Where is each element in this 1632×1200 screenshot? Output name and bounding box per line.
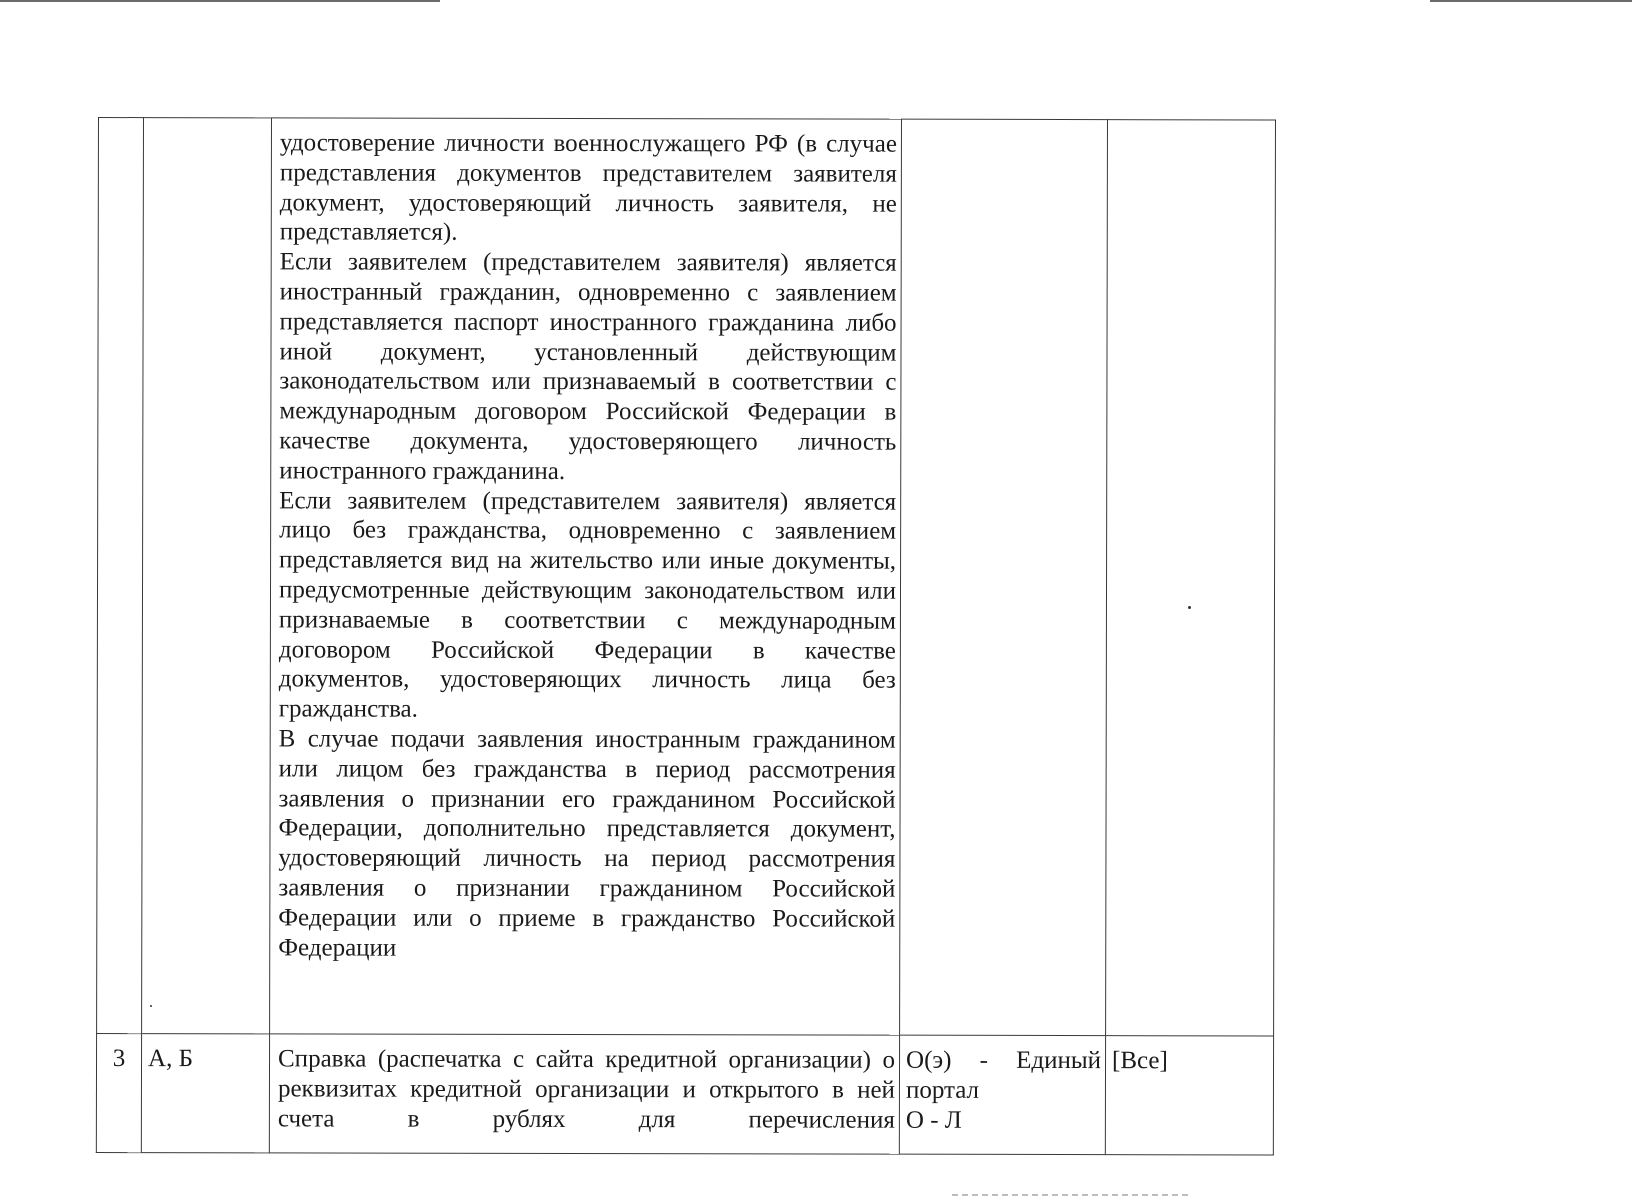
description-paragraph: Справка (распечатка с сайта кредитной организации) о реквизитах кредитной организации и открытого в ней счета в рублях для перечисления xyxy=(277,1045,896,1134)
submission-method-line: портал xyxy=(905,1076,980,1104)
description-paragraph: Если заявителем (представителем заявителя) является иностранный гражданин, одновременно с заявлением представляется паспорт иностранного гражданина либо иной документ, установленный действующим законодательством или признаваемый в соответствии с международным договором Российской Федерации в качестве документа, удостоверяющего личность иностранного гражданина. xyxy=(279,248,897,485)
submission-method-line: О - Л xyxy=(905,1106,962,1134)
description-paragraph: Если заявителем (представителем заявителя) является лицо без гражданства, одновременно с заявлением представляется вид на жительство или иные документы, предусмотренные действующим законодательством или признаваемые в соответствии с международным договором Российской Федерации в качестве документов, удостоверяющих личность лица без гражданства. xyxy=(278,486,897,723)
document-description-cell xyxy=(269,1034,899,1154)
scan-smudge xyxy=(952,1194,1192,1196)
applicant-category-cell xyxy=(142,118,272,1034)
submission-method-line: О(э) - Единый xyxy=(905,1046,1102,1075)
category-cell: [Все] xyxy=(1105,1036,1273,1155)
row-number-cell xyxy=(97,118,144,1034)
description-paragraph: В случае подачи заявления иностранным гражданином или лицом без гражданства в период рассмотрения заявления о признании его гражданином Российской Федерации, дополнительно представляется документ, удостоверяющий личность на период рассмотрения заявления о признании гражданином Российской Федерации или о приеме в гражданство Российской Федерации xyxy=(278,725,896,962)
description-paragraph: удостоверение личности военнослужащего РФ (в случае представления документов представителем заявителя документ, удостоверяющий личность заявителя, не представляется). xyxy=(279,129,897,247)
scan-edge-line xyxy=(1430,0,1632,2)
category-cell xyxy=(1106,120,1276,1036)
document-description-cell xyxy=(270,118,902,1035)
table-row xyxy=(96,1033,1273,1154)
submission-method-cell xyxy=(900,119,1108,1035)
submission-method-cell xyxy=(899,1035,1105,1154)
table-row xyxy=(97,118,1276,1036)
row-number-cell: 3 xyxy=(96,1033,141,1152)
applicant-category-cell: А, Б xyxy=(141,1034,269,1153)
scan-edge-line xyxy=(0,0,440,2)
document-table xyxy=(96,117,1276,1155)
